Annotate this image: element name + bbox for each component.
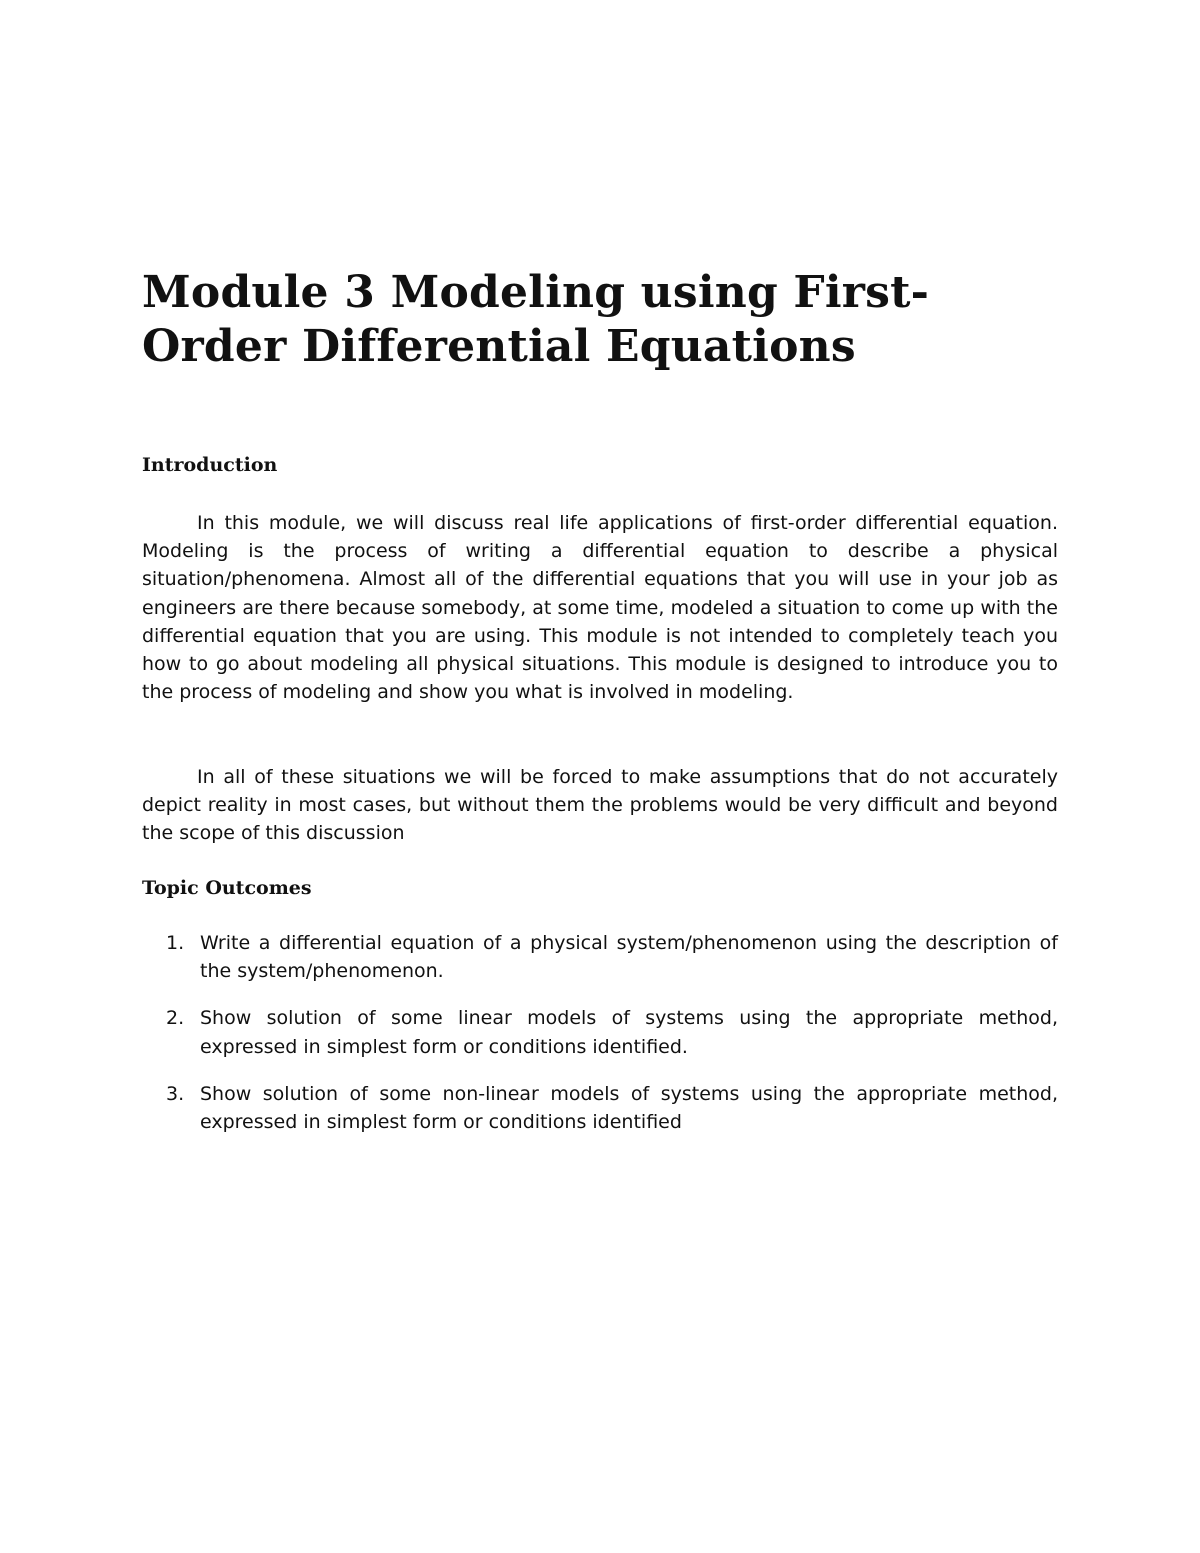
introduction-paragraph-1: In this module, we will discuss real life applications of first-order differential equation. Modeling is the process of writing a differential equation to describe a physical situation/phenomena. Almost all of the differential equations that you will use in your job as engineers are there because somebody, at some time, modeled a situation to come up with the differential equation that you are using. This module is not intended to completely teach you how to go about modeling all physical situations. This module is designed to introduce you to the process of modeling and show you what is involved in modeling.	[142, 512, 1058, 704]
introduction-heading: Introduction	[142, 454, 278, 476]
topic-outcomes-heading: Topic Outcomes	[142, 877, 312, 899]
outcome-item-3	[142, 1080, 1058, 1136]
outcome-number: 2.	[166, 1007, 185, 1030]
outcome-text: Show solution of some non-linear models of systems using the appropriate method, expressed in simplest form or conditions identified	[200, 1082, 1058, 1134]
topic-outcomes-list	[142, 929, 1058, 1155]
introduction-paragraph-2: In all of these situations we will be forced to make assumptions that do not accurately depict reality in most cases, but without them the problems would be very difficult and beyond the scope of this discussion	[142, 766, 1058, 845]
outcome-text: Write a differential equation of a physical system/phenomenon using the description of the system/phenomenon.	[200, 932, 1058, 983]
document-title: Module 3 Modeling using First-Order Differential Equations	[142, 267, 930, 372]
outcome-number: 3.	[166, 1082, 185, 1105]
outcome-text: Show solution of some linear models of systems using the appropriate method, expressed in simplest form or conditions identified.	[200, 1007, 1058, 1058]
outcome-number: 1.	[166, 932, 185, 954]
outcome-item-2	[142, 1004, 1058, 1060]
outcome-item-1	[142, 929, 1058, 985]
